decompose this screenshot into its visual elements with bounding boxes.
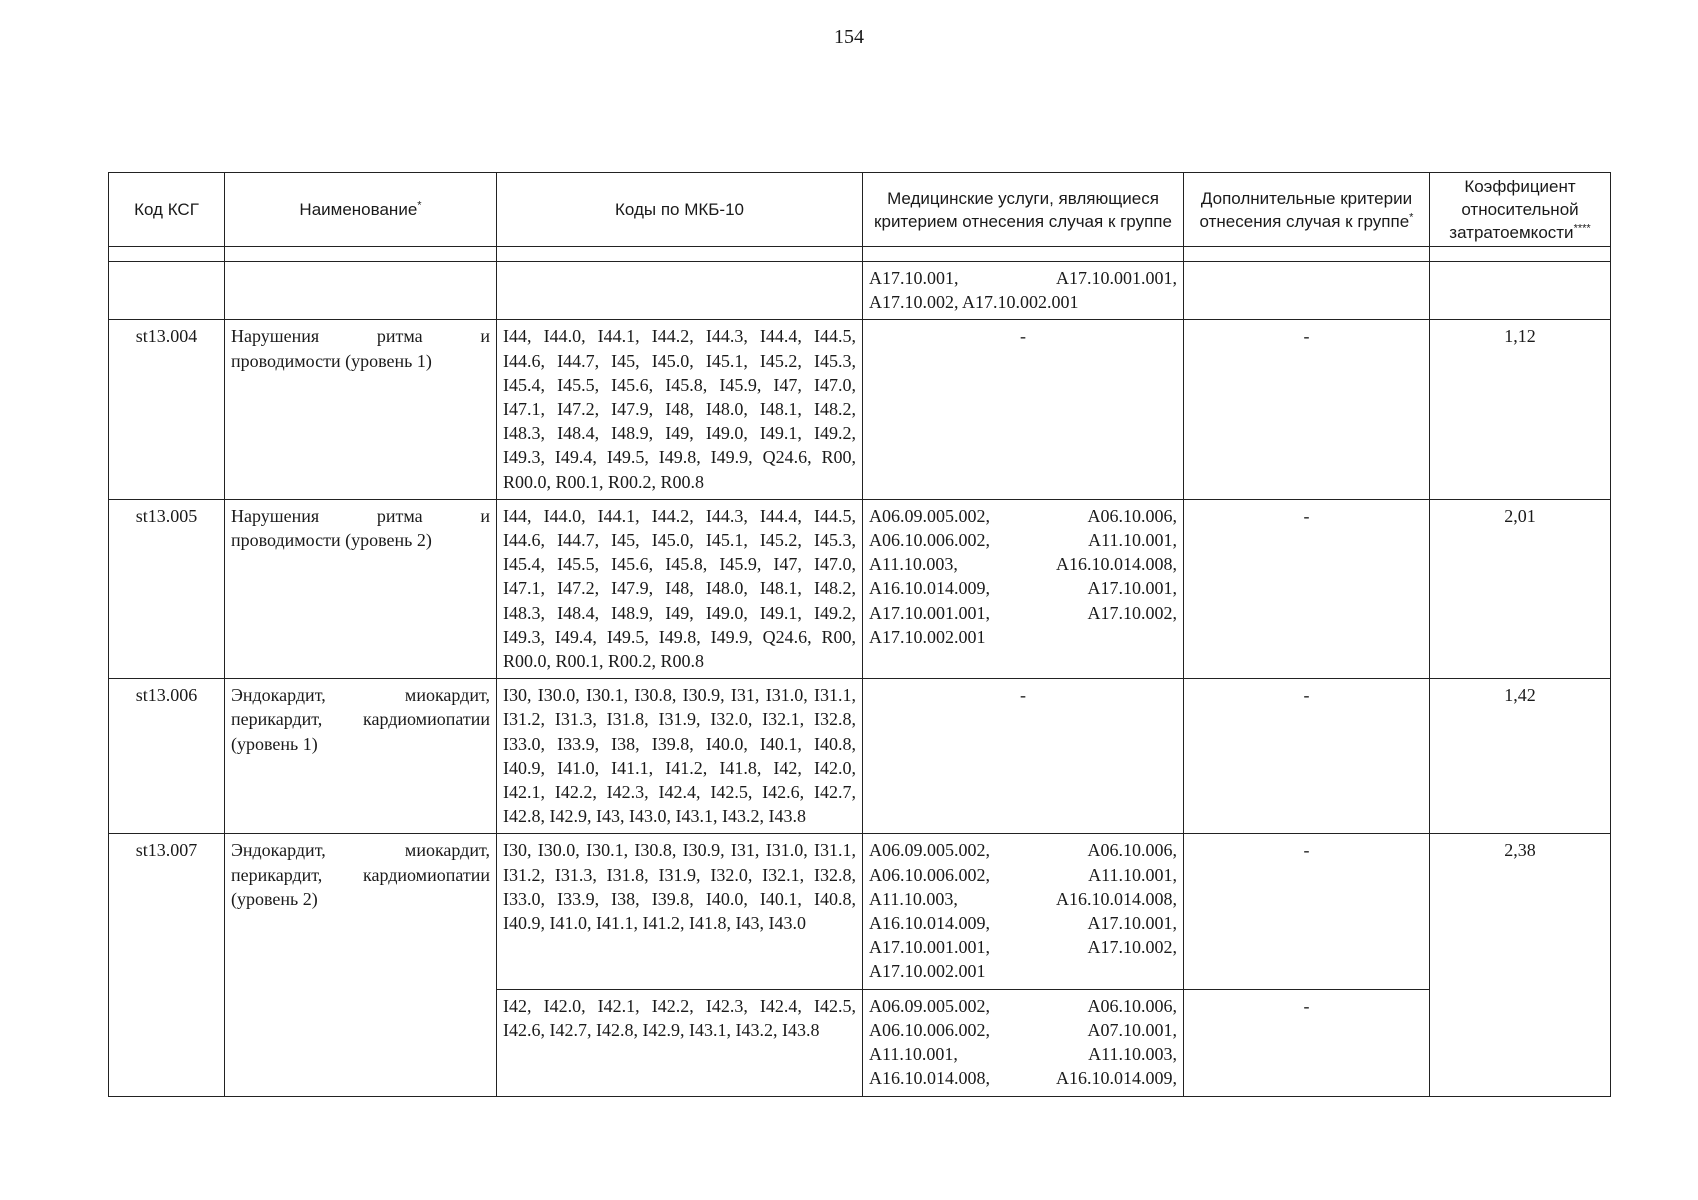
service-line: A16.10.014.009, A17.10.001, xyxy=(869,913,1177,934)
table-row-st13-004 xyxy=(109,320,1611,499)
cell-coefficient: 2,01 xyxy=(1430,499,1611,678)
cell-code: st13.005 xyxy=(109,499,225,678)
cell-extra: - xyxy=(1184,989,1430,1096)
cell-extra: - xyxy=(1184,499,1430,678)
service-line: A06.10.006.002, A11.10.001, xyxy=(869,530,1177,551)
table-row-continuation xyxy=(109,262,1611,320)
cell-icd: I30, I30.0, I30.1, I30.8, I30.9, I31, I31.0, I31.1, I31.2, I31.3, I31.8, I31.9, I32.0, I32.1, I32.8, I33.0, I33.9, I38, I39.8, I40.0, I40.1, I40.8, I40.9, I41.0, I41.1, I41.2, I41.8, I43, I43.0 xyxy=(497,834,863,989)
cell-extra: - xyxy=(1184,679,1430,834)
header-name: Наименование* xyxy=(225,173,497,247)
service-line: A16.10.014.008, A16.10.014.009, xyxy=(869,1068,1177,1089)
service-line: A06.09.005.002, A06.10.006, xyxy=(869,840,1177,861)
service-line: A17.10.002.001 xyxy=(869,626,986,647)
service-line: A11.10.001, A11.10.003, xyxy=(869,1044,1177,1065)
cell-code: st13.006 xyxy=(109,679,225,834)
service-line: A06.09.005.002, A06.10.006, xyxy=(869,995,1177,1016)
cell-icd: I44, I44.0, I44.1, I44.2, I44.3, I44.4, I44.5, I44.6, I44.7, I45, I45.0, I45.1, I45.2, I45.3, I45.4, I45.5, I45.6, I45.8, I45.9, I47, I47.0, I47.1, I47.2, I47.9, I48, I48.0, I48.1, I48.2, I48.3, I48.4, I48.9, I49, I49.0, I49.1, I49.2, I49.3, I49.4, I49.5, I49.8, I49.9, Q24.6, R00, R00.0, R00.1, R00.2, R00.8 xyxy=(497,320,863,499)
cell-name: Нарушения ритма и проводимости (уровень 1) xyxy=(225,320,497,499)
page-number: 154 xyxy=(834,26,864,48)
header-extra-mark: * xyxy=(1409,210,1414,223)
cell-name: Эндокардит, миокардит, перикардит, кардиомиопатии (уровень 1) xyxy=(225,679,497,834)
cell-services xyxy=(863,989,1184,1096)
cell-icd xyxy=(497,262,863,320)
service-line: A17.10.002.001 xyxy=(869,961,986,982)
service-line: A17.10.002, A17.10.002.001 xyxy=(869,292,1079,313)
cell-icd: I44, I44.0, I44.1, I44.2, I44.3, I44.4, I44.5, I44.6, I44.7, I45, I45.0, I45.1, I45.2, I45.3, I45.4, I45.5, I45.6, I45.8, I45.9, I47, I47.0, I47.1, I47.2, I47.9, I48, I48.0, I48.1, I48.2, I48.3, I48.4, I48.9, I49, I49.0, I49.1, I49.2, I49.3, I49.4, I49.5, I49.8, I49.9, Q24.6, R00, R00.0, R00.1, R00.2, R00.8 xyxy=(497,499,863,678)
header-extra-criteria: Дополнительные критерии отнесения случая к группе* xyxy=(1184,173,1430,247)
ksg-table xyxy=(108,172,1611,1097)
service-line: A06.10.006.002, A07.10.001, xyxy=(869,1019,1177,1040)
service-line: A06.10.006.002, A11.10.001, xyxy=(869,864,1177,885)
service-line: A16.10.014.009, A17.10.001, xyxy=(869,578,1177,599)
cell-coefficient xyxy=(1430,262,1611,320)
table-row-st13-006 xyxy=(109,679,1611,834)
cell-name: Нарушения ритма и проводимости (уровень 2) xyxy=(225,499,497,678)
cell-name: Эндокардит, миокардит, перикардит, кардиомиопатии (уровень 2) xyxy=(225,834,497,1096)
table-row-st13-007 xyxy=(109,834,1611,989)
header-services: Медицинские услуги, являющиеся критерием отнесения случая к группе xyxy=(863,173,1184,247)
cell-name xyxy=(225,262,497,320)
cell-services xyxy=(863,499,1184,678)
cell-coefficient: 1,42 xyxy=(1430,679,1611,834)
cell-code xyxy=(109,262,225,320)
cell-services: - xyxy=(863,679,1184,834)
service-line: A17.10.001.001, A17.10.002, xyxy=(869,937,1177,958)
header-coef-mark: **** xyxy=(1573,222,1591,235)
service-line: A11.10.003, A16.10.014.008, xyxy=(869,888,1177,909)
cell-extra xyxy=(1184,262,1430,320)
service-line: A11.10.003, A16.10.014.008, xyxy=(869,554,1177,575)
cell-code: st13.004 xyxy=(109,320,225,499)
cell-code: st13.007 xyxy=(109,834,225,1096)
table-row-st13-005 xyxy=(109,499,1611,678)
header-coefficient: Коэффициент относительной затратоемкости**** xyxy=(1430,173,1611,247)
service-line: A17.10.001, A17.10.001.001, xyxy=(869,268,1177,288)
header-name-mark: * xyxy=(417,199,422,212)
table-header-row xyxy=(109,173,1611,247)
cell-extra: - xyxy=(1184,320,1430,499)
cell-services xyxy=(863,834,1184,989)
header-icd: Коды по МКБ-10 xyxy=(497,173,863,247)
header-code: Код КСГ xyxy=(109,173,225,247)
cell-extra: - xyxy=(1184,834,1430,989)
spacer-row xyxy=(109,247,1611,262)
service-line: A06.09.005.002, A06.10.006, xyxy=(869,505,1177,526)
cell-services xyxy=(863,262,1184,320)
cell-icd: I42, I42.0, I42.1, I42.2, I42.3, I42.4, I42.5, I42.6, I42.7, I42.8, I42.9, I43.1, I43.2, I43.8 xyxy=(497,989,863,1096)
cell-services: - xyxy=(863,320,1184,499)
cell-coefficient: 1,12 xyxy=(1430,320,1611,499)
service-line: A17.10.001.001, A17.10.002, xyxy=(869,602,1177,623)
cell-coefficient: 2,38 xyxy=(1430,834,1611,1096)
cell-icd: I30, I30.0, I30.1, I30.8, I30.9, I31, I31.0, I31.1, I31.2, I31.3, I31.8, I31.9, I32.0, I32.1, I32.8, I33.0, I33.9, I38, I39.8, I40.0, I40.1, I40.8, I40.9, I41.0, I41.1, I41.2, I41.8, I42, I42.0, I42.1, I42.2, I42.3, I42.4, I42.5, I42.6, I42.7, I42.8, I42.9, I43, I43.0, I43.1, I43.2, I43.8 xyxy=(497,679,863,834)
